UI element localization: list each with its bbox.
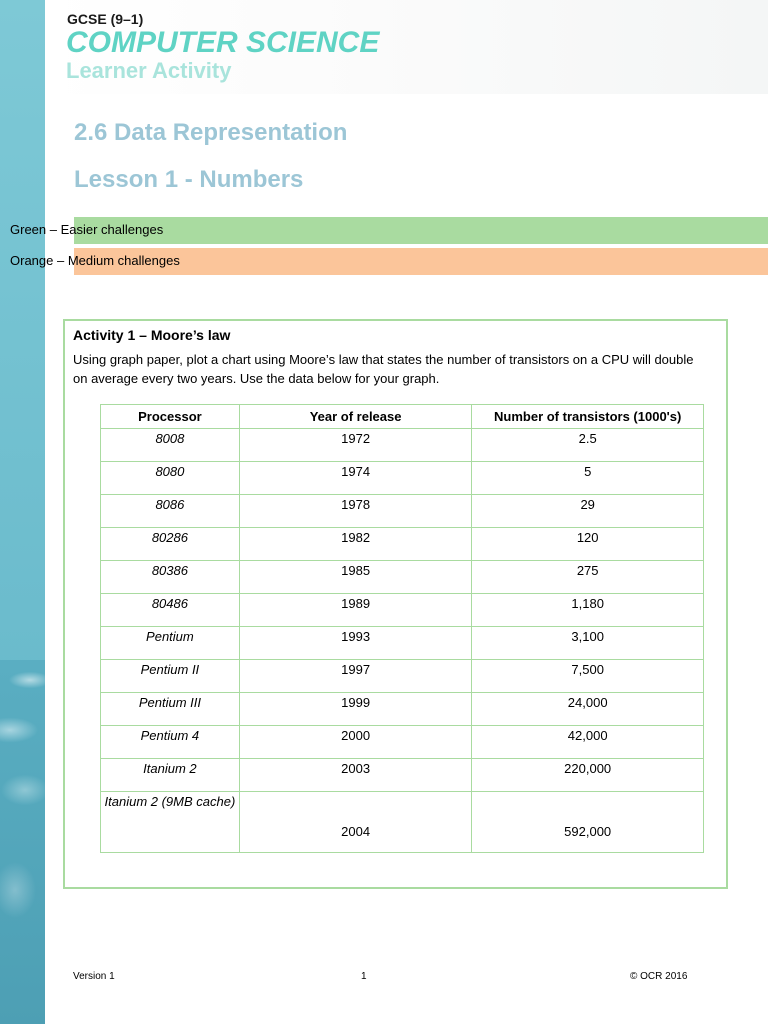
cell-transistors: 42,000	[472, 726, 704, 759]
cell-processor: 80486	[101, 594, 240, 627]
table-row	[101, 627, 704, 660]
cell-processor: 80286	[101, 528, 240, 561]
table-row	[101, 660, 704, 693]
column-header-year: Year of release	[239, 405, 472, 429]
table-row	[101, 495, 704, 528]
table-row	[101, 726, 704, 759]
table-row	[101, 429, 704, 462]
table-row	[101, 594, 704, 627]
cell-year: 2000	[239, 726, 472, 759]
cell-processor: 8086	[101, 495, 240, 528]
cell-transistors: 24,000	[472, 693, 704, 726]
cell-year: 2003	[239, 759, 472, 792]
side-decorative-image	[0, 660, 45, 1024]
cell-processor: Pentium III	[101, 693, 240, 726]
lesson-heading: Lesson 1 - Numbers	[74, 166, 304, 193]
column-header-transistors: Number of transistors (1000's)	[472, 405, 704, 429]
cell-transistors: 7,500	[472, 660, 704, 693]
subject-title: COMPUTER SCIENCE	[66, 26, 380, 59]
cell-processor: Pentium 4	[101, 726, 240, 759]
cell-processor: Itanium 2	[101, 759, 240, 792]
table-row	[101, 528, 704, 561]
footer-copyright: © OCR 2016	[630, 971, 688, 982]
footer-page-number: 1	[361, 971, 367, 982]
cell-transistors: 120	[472, 528, 704, 561]
cell-transistors: 3,100	[472, 627, 704, 660]
cell-year: 1989	[239, 594, 472, 627]
learner-activity-title: Learner Activity	[66, 58, 232, 83]
column-header-processor: Processor	[101, 405, 240, 429]
cell-transistors: 1,180	[472, 594, 704, 627]
cell-processor: 8008	[101, 429, 240, 462]
table-header-row	[101, 405, 704, 429]
cell-year: 1993	[239, 627, 472, 660]
activity-title: Activity 1 – Moore’s law	[73, 327, 231, 343]
table-row	[101, 693, 704, 726]
cell-year: 1978	[239, 495, 472, 528]
cell-transistors: 5	[472, 462, 704, 495]
table-row	[101, 792, 704, 853]
table-row	[101, 462, 704, 495]
cell-processor: Pentium	[101, 627, 240, 660]
cell-year: 1997	[239, 660, 472, 693]
orange-key-label: Orange – Medium challenges	[10, 253, 180, 268]
green-key-band	[74, 217, 768, 244]
footer-version: Version 1	[73, 971, 115, 982]
cell-year: 1972	[239, 429, 472, 462]
cell-year: 1982	[239, 528, 472, 561]
cell-processor: 80386	[101, 561, 240, 594]
cell-transistors: 592,000	[472, 792, 704, 853]
table-row	[101, 759, 704, 792]
cell-year: 2004	[239, 792, 472, 853]
cell-processor: Itanium 2 (9MB cache)	[101, 792, 240, 853]
section-heading: 2.6 Data Representation	[74, 119, 348, 146]
cell-year: 1985	[239, 561, 472, 594]
processor-table	[100, 404, 704, 853]
table-row	[101, 561, 704, 594]
green-key-label: Green – Easier challenges	[10, 222, 164, 237]
cell-year: 1974	[239, 462, 472, 495]
cell-transistors: 29	[472, 495, 704, 528]
cell-transistors: 220,000	[472, 759, 704, 792]
cell-processor: 8080	[101, 462, 240, 495]
cell-processor: Pentium II	[101, 660, 240, 693]
activity-instructions: Using graph paper, plot a chart using Moore’s law that states the number of transistors on a CPU will double on average every two years. Use the data below for your graph.	[73, 352, 694, 386]
gcse-label: GCSE (9–1)	[67, 11, 144, 27]
cell-year: 1999	[239, 693, 472, 726]
cell-transistors: 2.5	[472, 429, 704, 462]
cell-transistors: 275	[472, 561, 704, 594]
